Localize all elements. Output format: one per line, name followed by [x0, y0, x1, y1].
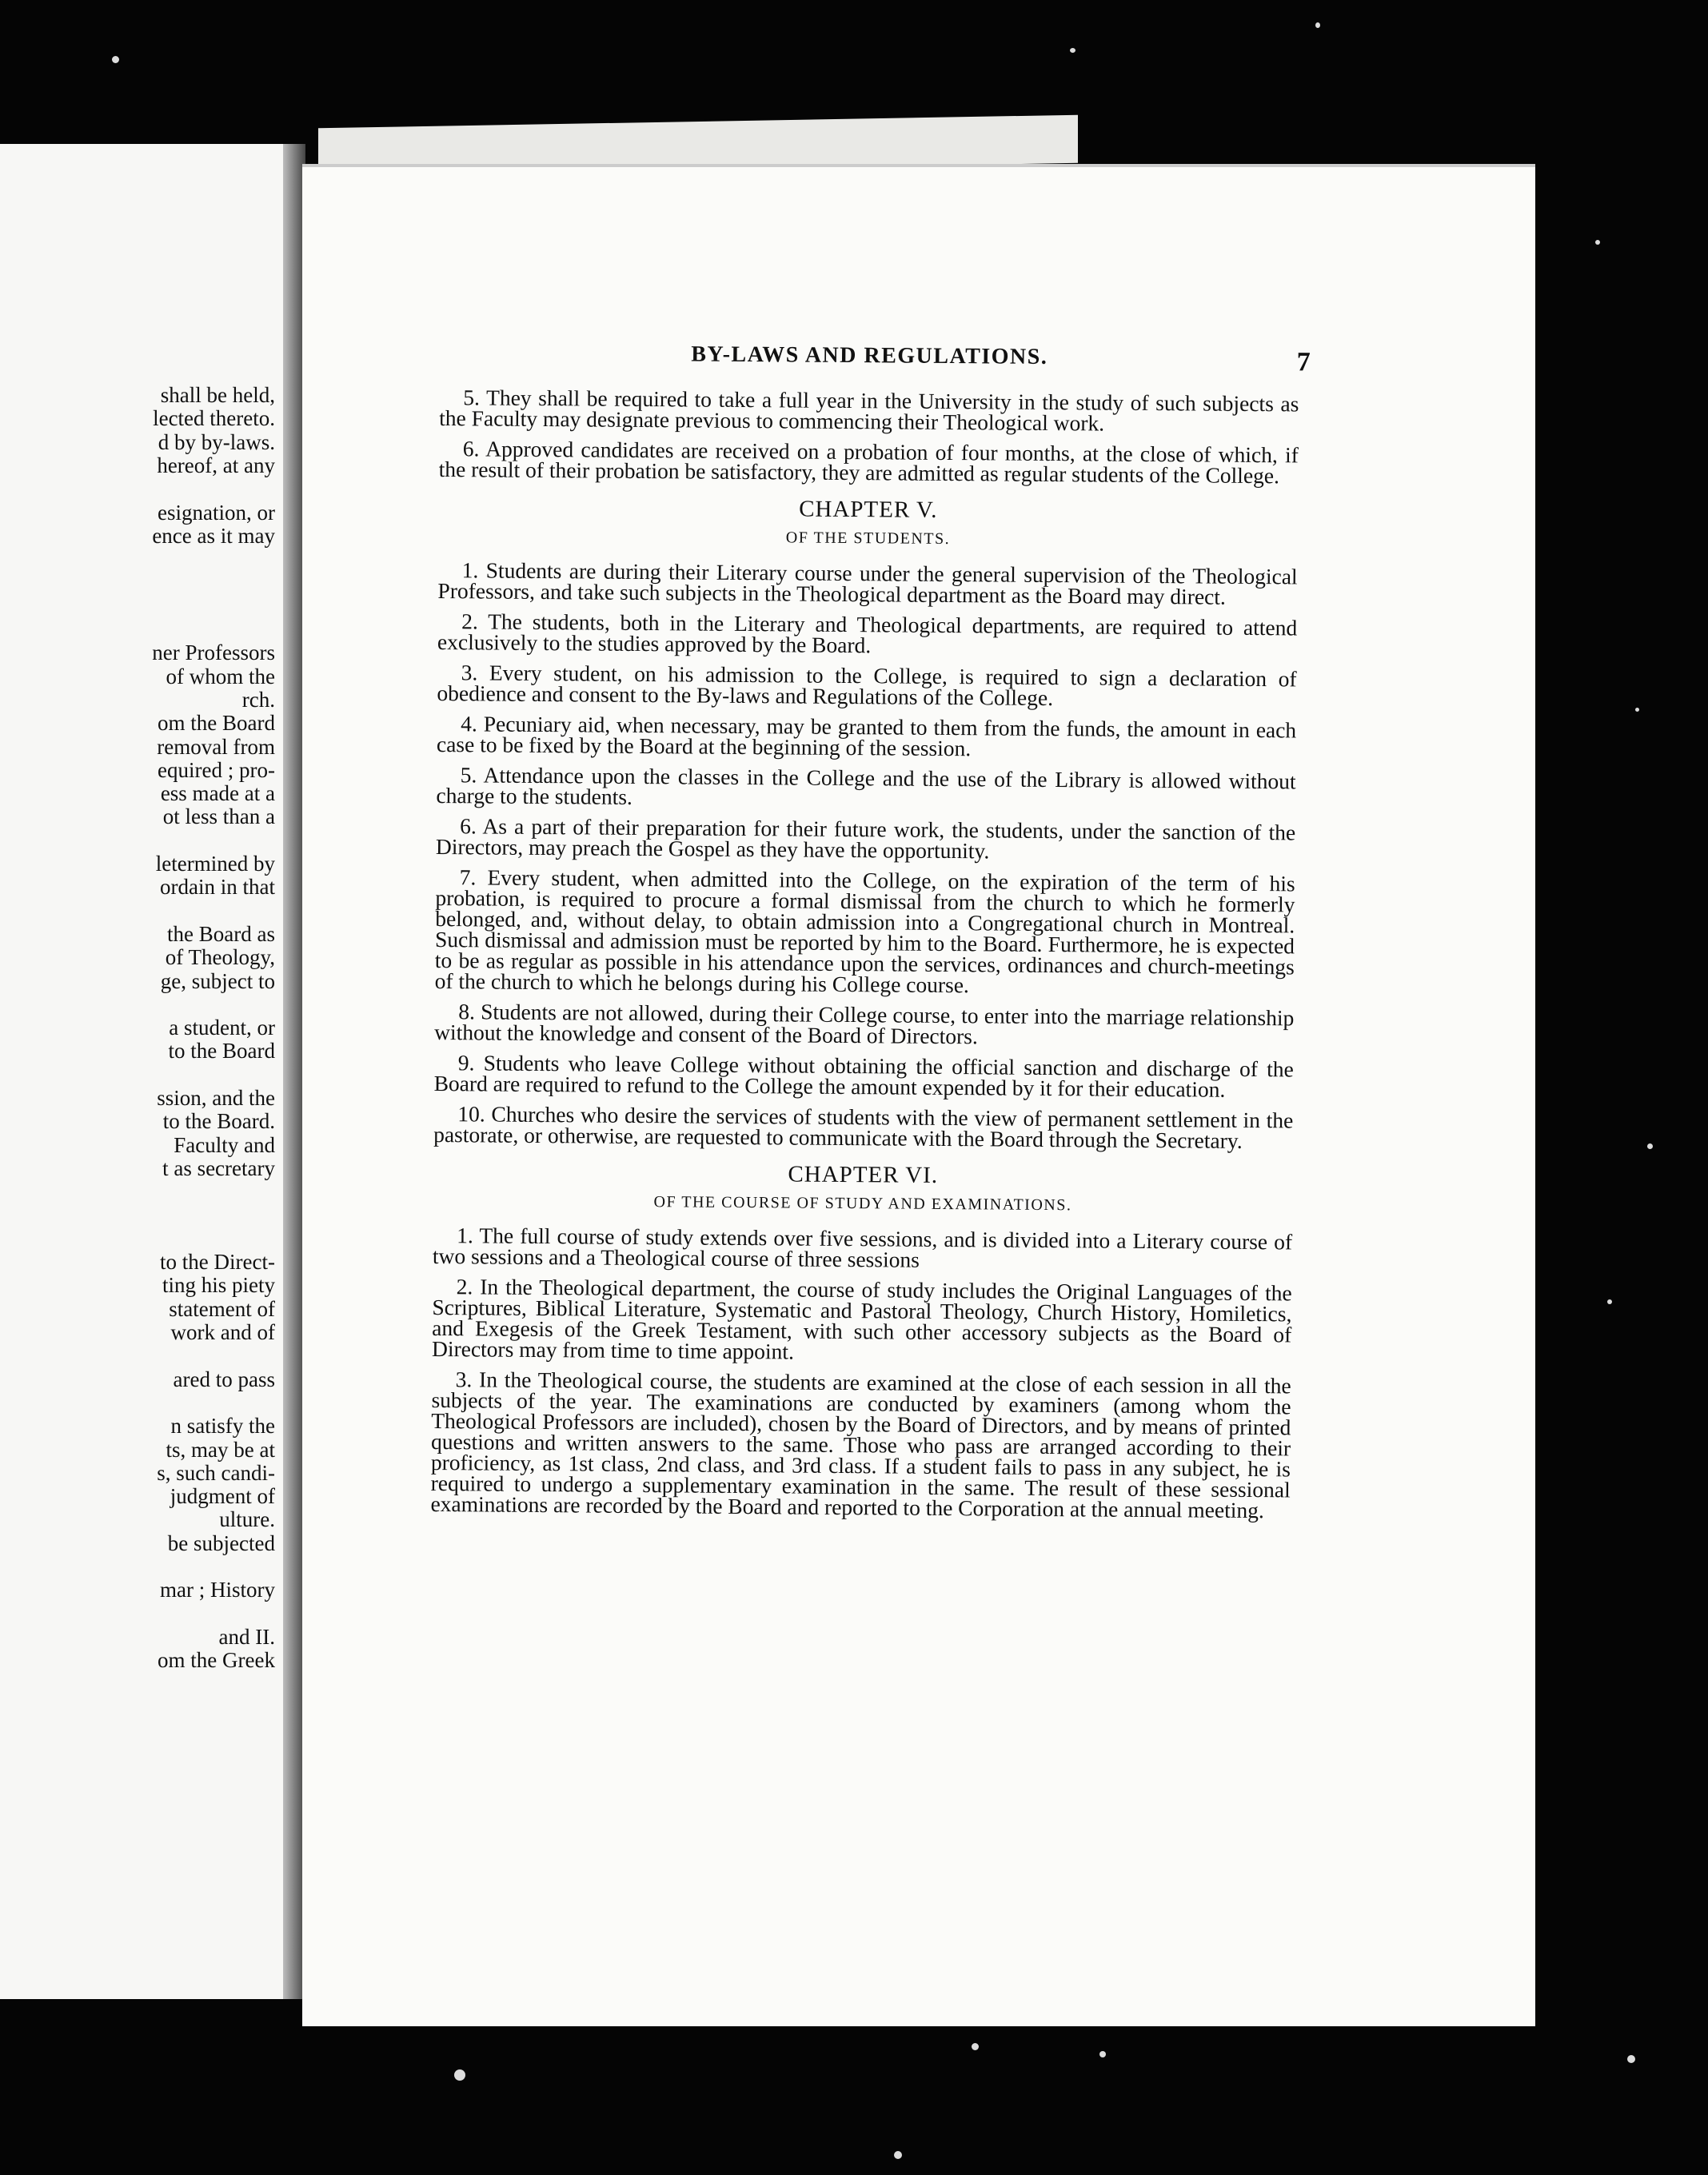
paragraph: 6. As a part of their preparation for their future work, the students, under the sanction of the Directors, may preach the Gospel as they have the opportunity.	[435, 813, 1296, 864]
left-page-line: removal from	[157, 734, 275, 759]
left-page-line: statement of	[169, 1296, 275, 1321]
left-page-line: ting his piety	[162, 1273, 275, 1298]
paragraph: 1. The full course of study extends over five sessions, and is divided into a Literary course of two sessions and a Theological course of three sessions	[432, 1223, 1293, 1272]
paragraph: 10. Churches who desire the services of students with the view of permanent settlement in the pastorate, or otherwise, are requested to communicate with the Board through the Secretary.	[433, 1101, 1294, 1153]
scan-speck	[1315, 22, 1320, 28]
left-page-line: equired ; pro-	[158, 757, 275, 782]
left-page-line: ordain in that	[160, 875, 275, 900]
paragraph: 2. The students, both in the Literary and Theological departments, are required to attend exclusively to the studies approved by the Board.	[437, 609, 1298, 658]
left-page-line: ts, may be at	[166, 1437, 275, 1462]
left-page-line: ess made at a	[160, 781, 275, 806]
left-page-line: om the Board	[158, 711, 275, 736]
paragraph: 5. Attendance upon the classes in the College and the use of the Library is allowed without charge to the students.	[436, 762, 1296, 809]
left-page-line: shall be held,	[160, 383, 275, 407]
left-page-line: judgment of	[170, 1484, 275, 1509]
scan-speck	[1647, 1143, 1653, 1149]
left-page-line: om the Greek	[158, 1648, 275, 1673]
left-page-line: mar ; History	[160, 1578, 275, 1602]
chapter-subheading: OF THE STUDENTS.	[785, 529, 951, 549]
chapter-heading: CHAPTER VI.	[788, 1161, 939, 1188]
left-page-line: be subjected	[167, 1530, 275, 1555]
left-page-line: rch.	[241, 687, 275, 712]
scan-speck	[454, 2069, 465, 2081]
left-page-line: n satisfy the	[170, 1414, 275, 1439]
paragraph: 3. In the Theological course, the students are examined at the close of each session in all the subjects of the year. The examinations are conducted by examiners (among whom the Theological Professors are included), chosen by the Board of Directors, and by means of printed questions and written answers to the same. Those who pass are arranged according to their proficiency, as 1st class, 2nd class, and 3rd class. If a student fails to pass in any subject, he is required to undergo a supplementary examination in the same. The result of these sessional examinations are recorded by the Board and reported to the Corporation at the annual meeting.	[430, 1367, 1291, 1523]
scan-speck	[1627, 2055, 1635, 2063]
left-page-line: to the Board	[168, 1039, 275, 1064]
paragraph: 4. Pecuniary aid, when necessary, may be granted to them from the funds, the amount in each case to be fixed by the Board at the beginning of the session.	[436, 711, 1297, 761]
left-page-line: of Theology,	[165, 945, 275, 970]
scan-speck	[972, 2043, 979, 2050]
left-page-line: Faculty and	[174, 1132, 275, 1157]
paragraph: 2. In the Theological department, the course of study includes the Original Languages of the Scriptures, Biblical Literature, Systematic and Pastoral Theology, Church History, Homiletics, and Exegesis of the Greek Testament, with such other accessory subjects as the Board of Directors may from time to time appoint.	[431, 1274, 1292, 1364]
scan-speck	[1070, 48, 1075, 53]
left-facing-page	[0, 144, 305, 1999]
paragraph: 1. Students are during their Literary course under the general supervision of the Theological Professors, and take such subjects in the Theological department as the Board may direct.	[437, 557, 1298, 609]
scan-speck	[1607, 1299, 1612, 1304]
left-page-line: hereof, at any	[157, 453, 275, 477]
left-page-line: to the Direct-	[160, 1250, 275, 1275]
left-page-line: ssion, and the	[157, 1086, 275, 1110]
scan-speck	[1099, 2051, 1106, 2057]
left-page-line: d by by-laws.	[158, 429, 275, 454]
scan-speck	[1635, 708, 1639, 712]
left-page-line: letermined by	[155, 852, 275, 876]
left-page-line: t as secretary	[162, 1155, 275, 1180]
page-number: 7	[1296, 347, 1311, 377]
paragraph: 8. Students are not allowed, during their College course, to enter into the marriage relationship without the knowledge and consent of the Board of Directors.	[434, 999, 1295, 1049]
left-page-line: work and of	[170, 1320, 275, 1344]
scan-speck	[894, 2151, 902, 2159]
left-page-line: ared to pass	[173, 1367, 275, 1391]
left-page-line: ulture.	[219, 1507, 275, 1532]
paragraph: 3. Every student, on his admission to the College, is required to sign a declaration of obedience and consent to the By-laws and Regulations of the College.	[437, 660, 1297, 711]
running-header	[440, 334, 1311, 385]
left-page-line: and II.	[218, 1624, 275, 1649]
paragraph: 7. Every student, when admitted into the College, on the expiration of the term of his probation, is required to procure a formal dismissal from the church to which he formerly belonged, and, without delay, to obtain admission into a Congregational church in Montreal. Such dismissal and admission must be reported by him to the Board. Furthermore, he is expected to be as regular as possible in his attendance upon the services, ordinances and church-meetings of the church to which he belongs during his College course.	[434, 864, 1295, 998]
page-content	[430, 334, 1311, 1530]
left-page-line: ence as it may	[152, 523, 275, 548]
chapter-subheading: OF THE COURSE OF STUDY AND EXAMINATIONS.	[653, 1193, 1072, 1215]
paragraph: 9. Students who leave College without obtaining the official sanction and discharge of the Board are required to refund to the College the amount expended by it for their education.	[433, 1050, 1294, 1102]
left-page-line: ot less than a	[162, 804, 275, 829]
left-page-line: ner Professors	[152, 641, 275, 665]
running-head-title: BY-LAWS AND REGULATIONS.	[691, 341, 1048, 369]
scan-speck	[1595, 240, 1600, 245]
left-page-line: the Board as	[167, 921, 275, 946]
left-page-line: ge, subject to	[160, 968, 275, 993]
chapter-heading: CHAPTER V.	[799, 496, 938, 523]
left-page-line: a student, or	[169, 1016, 275, 1040]
left-page-line: s, such candi-	[157, 1460, 275, 1485]
left-page-line: to the Board.	[162, 1109, 275, 1134]
left-page-line: esignation, or	[158, 500, 275, 525]
paragraph: 6. Approved candidates are received on a probation of four months, at the close of which, if the result of their probation be satisfactory, they are admitted as regular students of the College.	[438, 436, 1299, 489]
left-page-line: of whom the	[166, 664, 275, 688]
paragraph: 5. They shall be required to take a full year in the University in the study of such subjects as the Faculty may designate previous to commencing their Theological work.	[439, 385, 1299, 436]
left-page-line: lected thereto.	[153, 406, 275, 431]
scan-speck	[112, 56, 119, 63]
